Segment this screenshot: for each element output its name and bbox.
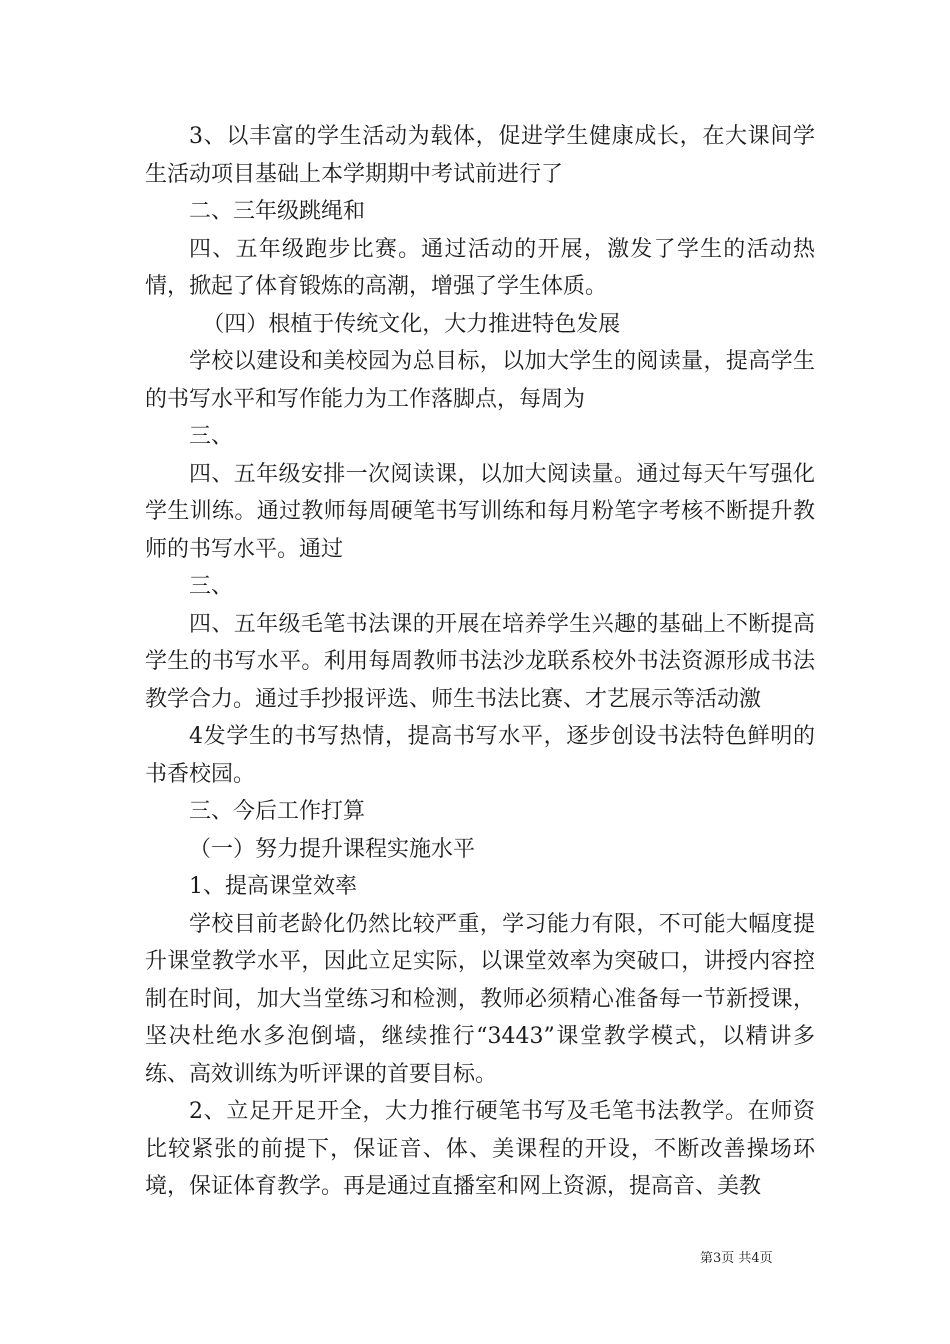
paragraph: 三、 [189,574,234,599]
paragraph: 学校目前老龄化仍然比较严重，学习能力有限，不可能大幅度提升课堂教学水平，因此立足实际，以课堂效率为突破口，讲授内容控制在时间，加大当堂练习和检测，教师必须精心准备每一节新授课，坚决杜绝水多泡倒墙，继续推行“3443”课堂教学模式，以精讲多练、高效训练为听评课的首要目标。 [145,911,815,1087]
item-heading: 1、提高课堂效率 [189,874,357,899]
section-heading: （四）根植于传统文化，大力推进特色发展 [202,311,621,337]
paragraph: 三、 [189,424,234,449]
paragraph: 四、五年级跑步比赛。通过活动的开展，激发了学生的活动热情，掀起了体育锻炼的高潮，增强了学生体质。 [145,236,815,299]
subsection-heading: （一）努力提升课程实施水平 [189,836,476,862]
paragraph: 四、五年级安排一次阅读课，以加大阅读量。通过每天午写强化学生训练。通过教师每周硬笔书写训练和每月粉笔字考核不断提升教师的书写水平。通过 [145,461,815,562]
section-heading: 三、今后工作打算 [189,799,366,824]
page-number-footer: 第3页 共4页 [700,1251,773,1266]
paragraph: 2、立足开足开全，大力推行硬笔书写及毛笔书法教学。在师资比较紧张的前提下，保证音、体、美课程的开设，不断改善操场环境，保证体育教学。再是通过直播室和网上资源，提高音、美教 [145,1099,815,1199]
paragraph: 学校以建设和美校园为总目标，以加大学生的阅读量，提高学生的书写水平和写作能力为工作落脚点，每周为 [145,349,815,412]
document-body [145,118,815,1206]
paragraph: 四、五年级毛笔书法课的开展在培养学生兴趣的基础上不断提高学生的书写水平。利用每周教师书法沙龙联系校外书法资源形成书法教学合力。通过手抄报评选、师生书法比赛、才艺展示等活动激 [145,611,815,712]
paragraph: 3、以丰富的学生活动为载体，促进学生健康成长，在大课间学生活动项目基础上本学期期中考试前进行了 [145,124,815,187]
paragraph: 二、三年级跳绳和 [189,199,366,224]
paragraph: 4发学生的书写热情，提高书写水平，逐步创设书法特色鲜明的书香校园。 [145,724,815,787]
